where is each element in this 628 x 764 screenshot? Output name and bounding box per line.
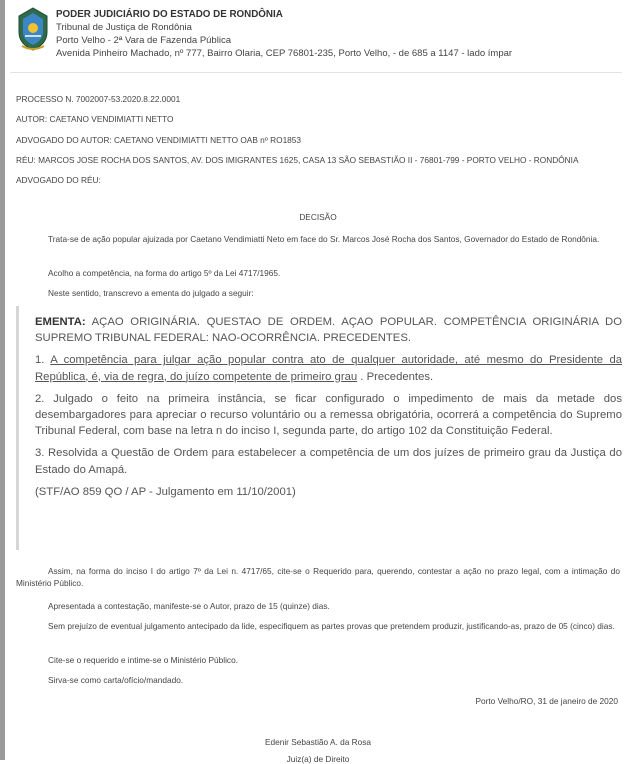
after-paragraph-5: [16, 674, 620, 686]
paragraph-text: Apresentada a contestação, manifeste-se o Autor, prazo de 15 (quinze) dias.: [48, 601, 330, 611]
ementa-item-3: 3. Resolvida a Questão de Ordem para estabelecer a competência de um dos juízes de primeiro grau da Justiça do Estado do Amapá.: [35, 447, 622, 476]
process-number: PROCESSO N. 7002007-53.2020.8.22.0001: [16, 94, 181, 104]
item-rest: . Precedentes.: [357, 370, 434, 383]
vara-name: Porto Velho - 2ª Vara de Fazenda Pública: [56, 35, 231, 46]
case-info: [16, 94, 621, 195]
ementa-content: [35, 314, 622, 506]
plaintiff-lawyer: ADVOGADO DO AUTOR: CAETANO VENDIMIATTI NETTO OAB nº RO1853: [16, 134, 302, 145]
signer-role: Juiz(a) de Direito: [286, 754, 350, 764]
defendant: RÉU: MARCOS JOSE ROCHA DOS SANTOS, AV. DOS IMIGRANTES 1625, CASA 13 SÃO SEBASTIÃO II - 76801-799 - PORTO VELHO - RONDÔNIA: [16, 154, 579, 165]
paragraph-text: Assim, na forma do inciso I do artigo 7º da Lei n. 4717/65, cite-se o Requerido para, querendo, contestar a ação no prazo legal, com a intimação do Ministério Público.: [16, 566, 620, 588]
item-number: 1.: [35, 354, 51, 367]
paragraph-text: Neste sentido, transcrevo a ementa do julgado a seguir:: [48, 288, 254, 298]
ementa-blockquote: [16, 306, 625, 550]
paragraph-text: Cite-se o requerido e intime-se o Ministério Público.: [48, 655, 238, 665]
after-paragraph-1: [16, 565, 620, 589]
after-paragraph-4: [16, 654, 620, 666]
paragraph-text: Acolho a competência, na forma do artigo 5º da Lei 4717/1965.: [48, 268, 281, 278]
decision-paragraph-2: [16, 267, 620, 279]
decision-paragraph-3: [16, 287, 620, 299]
left-scrollbar-edge: [0, 0, 5, 760]
ementa-item-1: [35, 352, 622, 384]
signer-name: Edenir Sebastião A. da Rosa: [264, 737, 372, 747]
court-name: PODER JUDICIÁRIO DO ESTADO DE RONDÔNIA: [56, 9, 283, 20]
place-and-date: Porto Velho/RO, 31 de janeiro de 2020: [475, 696, 618, 706]
decision-title: DECISÃO: [299, 212, 337, 222]
header-divider: [10, 72, 622, 73]
plaintiff: AUTOR: CAETANO VENDIMIATTI NETTO: [16, 114, 174, 125]
document-header: [16, 6, 616, 64]
coat-of-arms-icon: [16, 6, 50, 52]
paragraph-text: Sirva-se como carta/ofício/mandado.: [48, 675, 184, 685]
decision-paragraph-1: [16, 233, 620, 245]
ementa-item-2: 2. Julgado o feito na primeira instância, se ficar configurado o impedimento de mais da metade dos desembargadores para apreciar o recurso voluntário ou a remessa obrigatória, ocorrerá a competência do Supremo Tribunal Federal, com base na letra n do inciso I, segunda parte, do artigo 102 da Constituição Federal.: [35, 392, 622, 438]
ementa-heading-text: AÇAO ORIGINÁRIA. QUESTAO DE ORDEM. AÇAO POPULAR. COMPETÊNCIA ORIGINÁRIA DO SUPREMO TRIBUNAL FEDERAL: NAO-OCORRÊNCIA. PRECEDENTES.: [35, 316, 622, 345]
defendant-lawyer: ADVOGADO DO RÉU:: [16, 175, 101, 186]
court-address: Avenida Pinheiro Machado, nº 777, Bairro Olaria, CEP 76801-235, Porto Velho, - de 685 a 1147 - lado ímpar: [56, 48, 513, 59]
ementa-label: EMENTA:: [35, 316, 86, 328]
underlined-text: A competência para julgar ação popular contra ato de qualquer autoridade, até mesmo do Presidente da República, é, via de regra, do juízo competente de primeiro grau: [35, 354, 623, 383]
ementa-citation: (STF/AO 859 QO / AP - Julgamento em 11/10/2001): [35, 485, 296, 498]
tribunal-name: Tribunal de Justiça de Rondônia: [56, 22, 192, 33]
ementa-heading: [35, 314, 622, 346]
after-paragraph-3: [16, 620, 620, 632]
paragraph-text: Sem prejuízo de eventual julgamento antecipado da lide, especifiquem as partes provas que pretendem produzir, justificando-as, prazo de 05 (cinco) dias.: [48, 621, 615, 631]
header-text-block: [56, 8, 512, 60]
paragraph-text: Trata-se de ação popular ajuizada por Caetano Vendimiatti Neto em face do Sr. Marcos José Rocha dos Santos, Governador do Estado de Rondônia.: [48, 234, 600, 244]
after-paragraph-2: [16, 600, 620, 612]
